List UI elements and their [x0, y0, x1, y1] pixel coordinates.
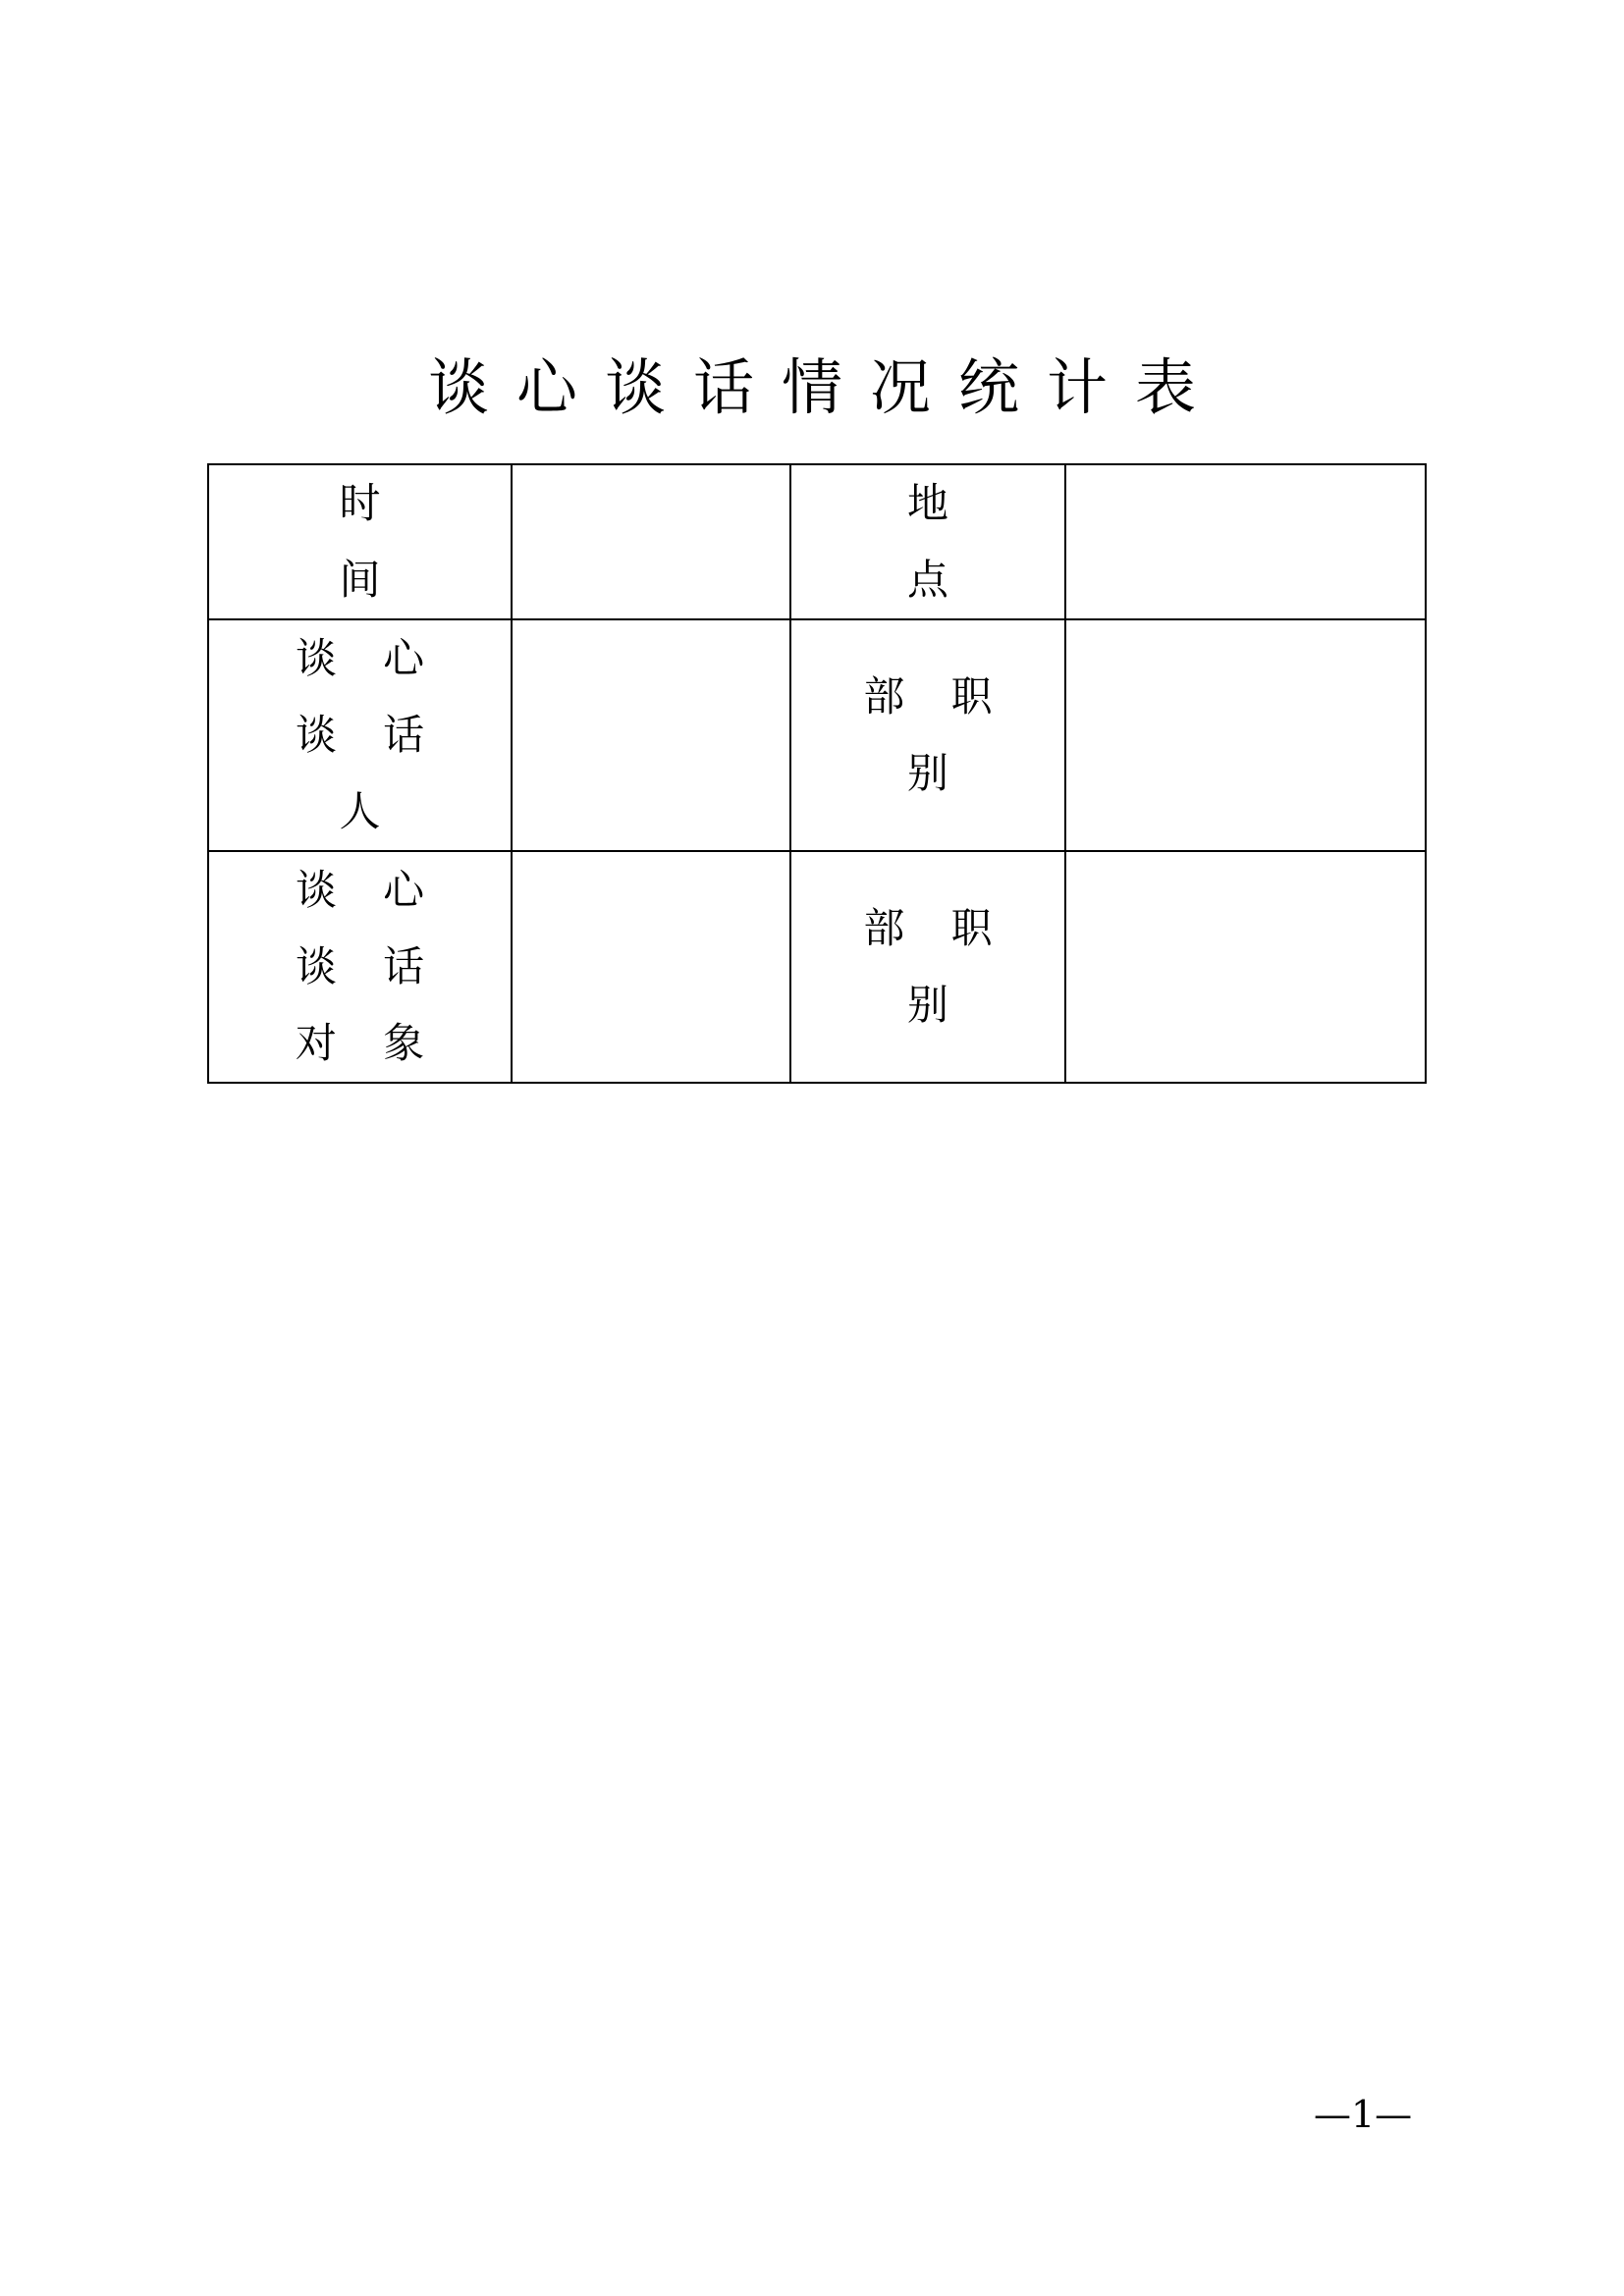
interviewer-value-cell[interactable] — [512, 619, 790, 851]
interviewer-label-line-2: 谈 话 — [295, 711, 425, 759]
interview-stats-table — [207, 463, 1427, 1084]
time-value-cell[interactable] — [512, 464, 790, 619]
interviewee-rank-label-cell — [790, 851, 1065, 1083]
interviewer-rank-value-cell[interactable] — [1065, 619, 1426, 851]
interviewee-label-line-1: 谈 心 — [295, 866, 425, 914]
table-row-time-place — [208, 464, 1426, 619]
page-title: 谈心谈话情况统计表 — [427, 351, 1223, 423]
place-value-cell[interactable] — [1065, 464, 1426, 619]
place-label-line-1: 地 — [906, 479, 948, 527]
interviewee-label-cell — [208, 851, 512, 1083]
time-label-line-1: 时 — [339, 479, 381, 527]
table-row-interviewer — [208, 619, 1426, 851]
interviewer-label-line-1: 谈 心 — [295, 634, 425, 682]
interviewee-label-line-2: 谈 话 — [295, 942, 425, 990]
table-row-interviewee — [208, 851, 1426, 1083]
interviewee-rank-label-line-1: 部 职 — [863, 904, 993, 952]
place-label-line-2: 点 — [906, 556, 948, 604]
place-label-cell — [790, 464, 1065, 619]
interviewee-rank-label-line-2: 别 — [906, 981, 948, 1029]
page-number: —1— — [1314, 2093, 1413, 2136]
interviewee-label-line-3: 对 象 — [295, 1019, 425, 1067]
interviewee-rank-value-cell[interactable] — [1065, 851, 1426, 1083]
time-label-line-2: 间 — [339, 556, 381, 604]
interviewer-rank-label-line-2: 别 — [906, 749, 948, 797]
interviewer-label-line-3: 人 — [339, 787, 381, 835]
interviewer-rank-label-cell — [790, 619, 1065, 851]
time-label-cell — [208, 464, 512, 619]
interviewee-value-cell[interactable] — [512, 851, 790, 1083]
interviewer-label-cell — [208, 619, 512, 851]
interviewer-rank-label-line-1: 部 职 — [863, 672, 993, 721]
